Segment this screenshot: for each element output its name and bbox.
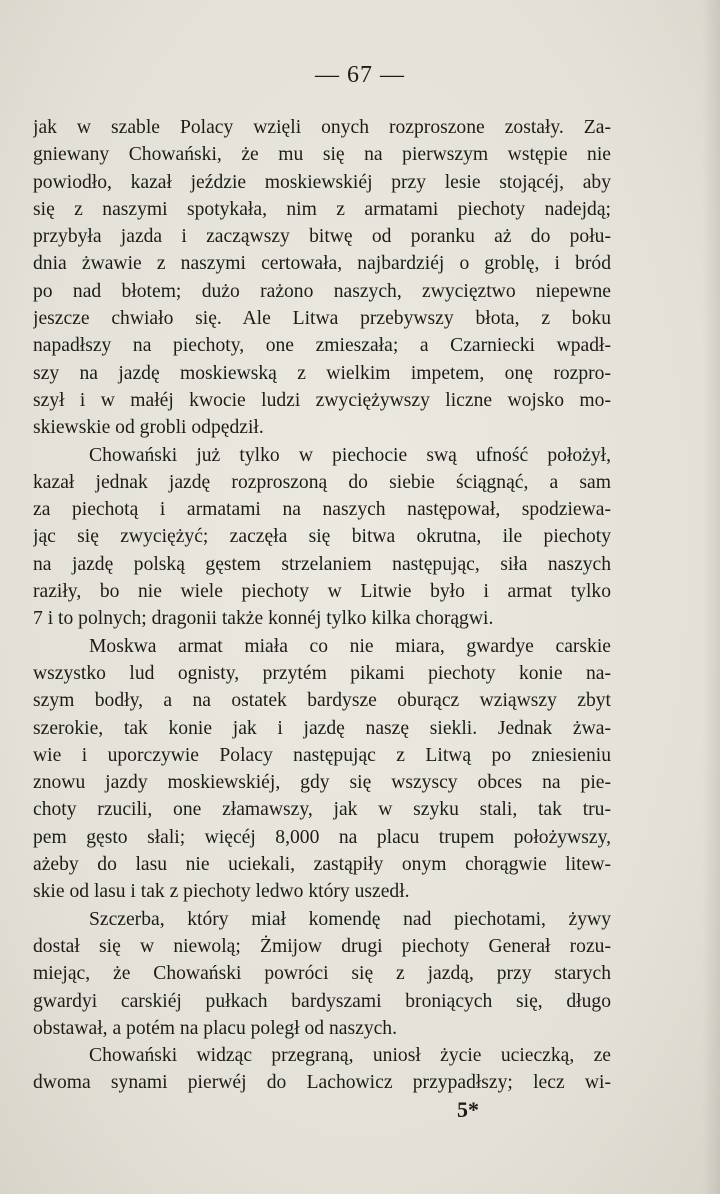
- text-line: wie i uporczywie Polacy następując z Litwą po zniesieniu: [33, 744, 611, 766]
- text-line: kazał jednak jazdę rozproszoną do siebie ściągnąć, a sam: [33, 471, 611, 493]
- page-edge-shadow: [702, 0, 720, 1194]
- text-line: szył i w małéj kwocie ludzi zwyciężywszy liczne wojsko mo-: [33, 389, 611, 411]
- text-line: przybyła jazda i zacząwszy bitwę od poranku aż do połu-: [33, 226, 611, 248]
- text-line: choty rzucili, one złamawszy, jak w szyku stali, tak tru-: [33, 799, 611, 821]
- text-line: dostał się w niewolą; Żmijow drugi piechoty Generał rozu-: [33, 935, 611, 957]
- text-line: szy na jazdę moskiewską z wielkim impetem, onę rozpro-: [33, 362, 611, 384]
- text-line: po nad błotem; dużo rażono naszych, zwycięztwo niepewne: [33, 280, 611, 302]
- text-line: dwoma synami pierwéj do Lachowicz przypadłszy; lecz wi-: [33, 1072, 611, 1094]
- signature-mark: 5*: [457, 1097, 479, 1122]
- text-line: się z naszymi spotykała, nim z armatami piechoty nadejdą;: [33, 198, 611, 220]
- text-line: znowu jazdy moskiewskiéj, gdy się wszyscy obces na pie-: [33, 772, 611, 794]
- text-line: Moskwa armat miała co nie miara, gwardye carskie: [89, 635, 611, 657]
- text-line: 7 i to polnych; dragonii także konnéj tylko kilka chorągwi.: [33, 608, 494, 630]
- text-line: skie od lasu i tak z piechoty ledwo który uszedł.: [33, 881, 410, 903]
- text-line: jeszcze chwiało się. Ale Litwa przebywszy błota, z boku: [33, 308, 611, 330]
- text-line: Chowański już tylko w piechocie swą ufność położył,: [89, 444, 611, 466]
- text-line: ażeby do lasu nie uciekali, zastąpiły onym chorągwie litew-: [33, 854, 611, 876]
- text-line: miejąc, że Chowański powróci się z jazdą, przy starych: [33, 963, 611, 985]
- text-line: raziły, bo nie wiele piechoty w Litwie było i armat tylko: [33, 581, 611, 603]
- text-line: napadłszy na piechoty, one zmieszała; a Czarniecki wpadł-: [33, 335, 611, 357]
- text-line: pem gęsto słali; więcéj 8,000 na placu trupem położywszy,: [33, 826, 611, 848]
- text-line: za piechotą i armatami na naszych następował, spodziewa-: [33, 499, 611, 521]
- text-line: powiodło, kazał jeździe moskiewskiéj przy lesie stojącéj, aby: [33, 171, 611, 193]
- page-number: — 67 —: [315, 62, 405, 88]
- text-line: gniewany Chowański, że mu się na pierwszym wstępie nie: [33, 144, 611, 166]
- text-line: szym bodły, a na ostatek bardysze oburącz wziąwszy zbyt: [33, 690, 611, 712]
- text-line: obstawał, a potém na placu poległ od naszych.: [33, 1017, 398, 1039]
- body-text: [33, 114, 611, 1097]
- text-line: jak w szable Polacy wzięli onych rozproszone zostały. Za-: [33, 117, 611, 138]
- text-line: Szczerba, który miał komendę nad piechotami, żywy: [89, 908, 611, 930]
- text-line: dnia żwawie z naszymi certowała, najbardziéj o groblę, i bród: [33, 253, 611, 275]
- text-line: jąc się zwyciężyć; zaczęła się bitwa okrutna, ile piechoty: [33, 526, 611, 548]
- text-line: skiewskie od grobli odpędził.: [33, 417, 264, 439]
- text-line: szerokie, tak konie jak i jazdę naszę siekli. Jednak żwa-: [33, 717, 611, 739]
- text-line: na jazdę polską gęstem strzelaniem następując, siła naszych: [33, 553, 611, 575]
- text-line: Chowański widząc przegraną, uniosł życie ucieczką, ze: [89, 1045, 611, 1067]
- text-line: wszystko lud ognisty, przytém pikami piechoty konie na-: [33, 662, 611, 684]
- text-line: gwardyi carskiéj pułkach bardyszami broniących się, długo: [33, 990, 611, 1012]
